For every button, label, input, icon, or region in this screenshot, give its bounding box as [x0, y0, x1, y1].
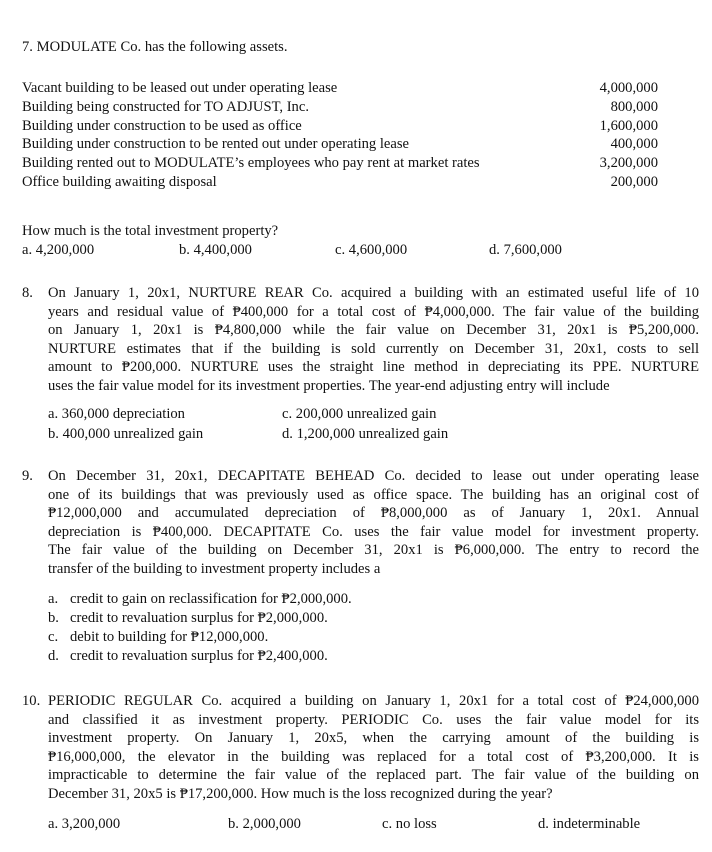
- asset-row: [22, 154, 658, 173]
- q10-line: impracticable to determine the fair value of the replaced part. The fair value of the building on: [48, 767, 699, 784]
- choice-letter: b.: [48, 610, 59, 626]
- q8-number: 8.: [22, 285, 33, 301]
- asset-label: Building under construction to be rented out under operating lease: [22, 136, 410, 153]
- q9-paragraph: [48, 467, 699, 579]
- asset-amount: 200,000: [610, 173, 658, 190]
- q7-asset-table: [22, 79, 658, 192]
- asset-amount: 1,600,000: [599, 117, 658, 134]
- q9-number: 9.: [22, 468, 33, 484]
- q9-choice-d: [48, 647, 352, 666]
- q9-line: The fair value of the building on December 31, 20x1 is ₱6,000,000. The entry to record the: [48, 542, 699, 559]
- choice-text: credit to revaluation surplus for ₱2,000,000.: [70, 610, 328, 626]
- asset-row: [22, 135, 658, 154]
- q9-line: transfer of the building to investment property includes a: [48, 560, 381, 577]
- q8-line: NURTURE estimates that if the building is sold currently on December 31, 20x1, costs to sell: [48, 340, 699, 357]
- q9-line: depreciation is ₱400,000. DECAPITATE Co. uses the fair value model for investment property.: [48, 523, 699, 540]
- asset-label: Building rented out to MODULATE’s employees who pay rent at market rates: [22, 155, 480, 172]
- q10-line: and classified it as investment property. PERIODIC Co. uses the fair value model for its: [48, 711, 699, 728]
- q10-choices: [48, 815, 688, 834]
- asset-amount: 4,000,000: [599, 80, 658, 96]
- q10-line: ₱16,000,000, the elevator in the building was replaced for a total cost of ₱3,200,000. It is: [48, 748, 699, 765]
- choice-letter: c.: [48, 629, 59, 645]
- choice-letter: d.: [48, 648, 59, 664]
- q10-choice-c: c. no loss: [382, 816, 437, 832]
- asset-row: [22, 117, 658, 136]
- q10-paragraph: [48, 692, 699, 804]
- q9-line: On December 31, 20x1, DECAPITATE BEHEAD Co. decided to lease out under operating lease: [48, 468, 699, 484]
- asset-row: [22, 98, 658, 117]
- q10-line: PERIODIC REGULAR Co. acquired a building on January 1, 20x1 for a total cost of ₱24,000,000: [48, 693, 699, 709]
- q10-choice-d: d. indeterminable: [538, 816, 641, 832]
- q8-choice-d: d. 1,200,000 unrealized gain: [282, 426, 449, 442]
- q7-choice-c: c. 4,600,000: [335, 242, 408, 258]
- q8-choice-c: c. 200,000 unrealized gain: [282, 406, 437, 422]
- asset-row: [22, 173, 658, 192]
- asset-amount: 3,200,000: [599, 155, 658, 172]
- q7-question: How much is the total investment property?: [22, 223, 279, 239]
- q9-line: one of its buildings that was previously used as office space. The building has an original cost of: [48, 486, 699, 503]
- q8-line: uses the fair value model for its investment properties. The year-end adjusting entry will include: [48, 377, 610, 394]
- asset-label: Building being constructed for TO ADJUST, Inc.: [22, 98, 309, 115]
- q8-line: on January 1, 20x1 is ₱4,800,000 while the fair value on December 31, 20x1 is ₱5,200,000.: [48, 322, 699, 339]
- q8-paragraph: [48, 284, 699, 396]
- q10-choice-a: a. 3,200,000: [48, 816, 121, 832]
- q9-choice-a: [48, 590, 352, 609]
- q9-choices: [48, 590, 352, 666]
- q7-choices: [22, 241, 662, 260]
- asset-label: Office building awaiting disposal: [22, 173, 217, 190]
- choice-letter: a.: [48, 591, 59, 607]
- asset-amount: 800,000: [610, 98, 658, 115]
- q10-choice-b: b. 2,000,000: [228, 816, 301, 832]
- q8-choices-row-2: [48, 425, 648, 444]
- q8-choice-a: a. 360,000 depreciation: [48, 406, 185, 422]
- q7-heading: 7. MODULATE Co. has the following assets.: [22, 39, 288, 55]
- asset-label: Building under construction to be used as office: [22, 117, 302, 134]
- q9-choice-b: [48, 609, 352, 628]
- q7-choice-d: d. 7,600,000: [489, 242, 562, 258]
- q7-choice-b: b. 4,400,000: [179, 242, 252, 258]
- q10-line: investment property. On January 1, 20x5, when the carrying amount of the building is: [48, 730, 699, 747]
- choice-text: credit to revaluation surplus for ₱2,400,000.: [70, 648, 328, 664]
- q9-choice-c: [48, 628, 352, 647]
- choice-text: debit to building for ₱12,000,000.: [70, 629, 269, 645]
- q9-line: ₱12,000,000 and accumulated depreciation of ₱8,000,000 as of January 1, 20x1. Annual: [48, 505, 699, 522]
- asset-amount: 400,000: [610, 136, 658, 153]
- q8-choices-row-1: [48, 405, 648, 424]
- q8-line: On January 1, 20x1, NURTURE REAR Co. acquired a building with an estimated useful life of 10: [48, 285, 699, 301]
- q8-choice-b: b. 400,000 unrealized gain: [48, 426, 204, 442]
- q10-line: December 31, 20x5 is ₱17,200,000. How much is the loss recognized during the year?: [48, 785, 553, 802]
- q8-line: amount to ₱200,000. NURTURE uses the straight line method in depreciating its PPE. NURTURE: [48, 359, 699, 376]
- q7-choice-a: a. 4,200,000: [22, 242, 95, 258]
- asset-label: Vacant building to be leased out under operating lease: [22, 80, 338, 96]
- q8-line: years and residual value of ₱400,000 for a total cost of ₱4,000,000. The fair value of the building: [48, 303, 699, 320]
- choice-text: credit to gain on reclassification for ₱2,000,000.: [70, 591, 352, 607]
- q10-number: 10.: [22, 693, 41, 709]
- asset-row: [22, 79, 658, 98]
